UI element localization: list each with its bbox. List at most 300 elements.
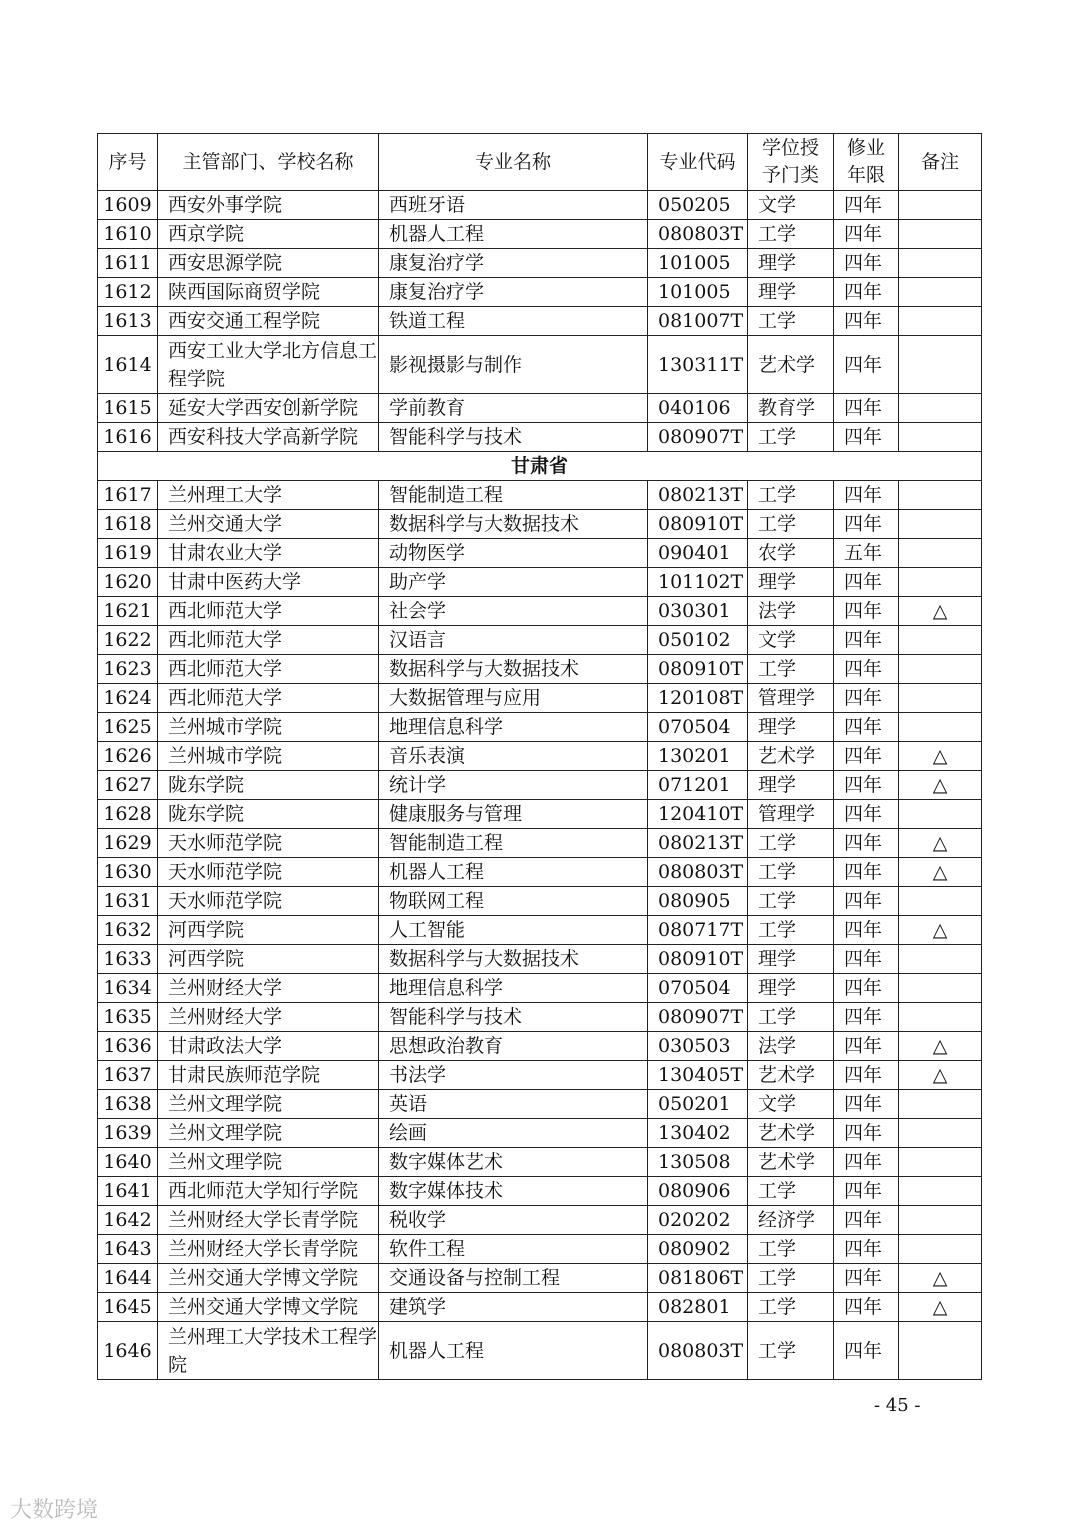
cell-major: 交通设备与控制工程 bbox=[379, 1264, 648, 1293]
table-row bbox=[98, 1264, 982, 1293]
cell-seq: 1639 bbox=[98, 1119, 158, 1148]
cell-seq: 1619 bbox=[98, 539, 158, 568]
cell-school: 西北师范大学 bbox=[158, 626, 379, 655]
cell-major: 统计学 bbox=[379, 771, 648, 800]
cell-school: 西安科技大学高新学院 bbox=[158, 423, 379, 452]
cell-school: 兰州文理学院 bbox=[158, 1090, 379, 1119]
cell-degree: 艺术学 bbox=[748, 1148, 834, 1177]
cell-degree: 工学 bbox=[748, 887, 834, 916]
cell-code: 080907T bbox=[648, 1003, 748, 1032]
header-years-line2: 年限 bbox=[846, 164, 885, 186]
cell-school: 甘肃农业大学 bbox=[158, 539, 379, 568]
cell-years: 四年 bbox=[834, 249, 899, 278]
cell-major: 汉语言 bbox=[379, 626, 648, 655]
cell-seq: 1618 bbox=[98, 510, 158, 539]
cell-code: 081806T bbox=[648, 1264, 748, 1293]
cell-degree: 艺术学 bbox=[748, 742, 834, 771]
cell-seq: 1638 bbox=[98, 1090, 158, 1119]
cell-degree: 文学 bbox=[748, 1090, 834, 1119]
cell-code: 080907T bbox=[648, 423, 748, 452]
cell-years: 四年 bbox=[834, 916, 899, 945]
page-number: - 45 - bbox=[874, 1395, 921, 1416]
cell-school: 西安交通工程学院 bbox=[158, 307, 379, 336]
header-degree-line1: 学位授 bbox=[761, 137, 819, 159]
table-row bbox=[98, 1003, 982, 1032]
cell-school: 兰州文理学院 bbox=[158, 1119, 379, 1148]
cell-major: 数字媒体技术 bbox=[379, 1177, 648, 1206]
cell-school: 西安外事学院 bbox=[158, 191, 379, 220]
cell-major: 思想政治教育 bbox=[379, 1032, 648, 1061]
table-row bbox=[98, 800, 982, 829]
cell-code: 130402 bbox=[648, 1119, 748, 1148]
cell-note bbox=[899, 626, 982, 655]
cell-seq: 1616 bbox=[98, 423, 158, 452]
cell-seq: 1621 bbox=[98, 597, 158, 626]
cell-note bbox=[899, 220, 982, 249]
cell-years: 四年 bbox=[834, 394, 899, 423]
cell-code: 080213T bbox=[648, 829, 748, 858]
cell-major: 英语 bbox=[379, 1090, 648, 1119]
cell-degree: 工学 bbox=[748, 1235, 834, 1264]
cell-note bbox=[899, 1119, 982, 1148]
header-major: 专业名称 bbox=[379, 134, 648, 191]
cell-major: 地理信息科学 bbox=[379, 974, 648, 1003]
cell-code: 071201 bbox=[648, 771, 748, 800]
cell-degree: 艺术学 bbox=[748, 1061, 834, 1090]
cell-major: 智能科学与技术 bbox=[379, 1003, 648, 1032]
cell-seq: 1644 bbox=[98, 1264, 158, 1293]
cell-note bbox=[899, 1148, 982, 1177]
cell-note bbox=[899, 278, 982, 307]
cell-seq: 1628 bbox=[98, 800, 158, 829]
cell-code: 020202 bbox=[648, 1206, 748, 1235]
cell-degree: 工学 bbox=[748, 858, 834, 887]
cell-major: 人工智能 bbox=[379, 916, 648, 945]
cell-degree: 法学 bbox=[748, 597, 834, 626]
cell-major: 大数据管理与应用 bbox=[379, 684, 648, 713]
header-degree bbox=[748, 134, 834, 191]
cell-years: 四年 bbox=[834, 1177, 899, 1206]
cell-code: 040106 bbox=[648, 394, 748, 423]
cell-major: 健康服务与管理 bbox=[379, 800, 648, 829]
cell-school: 天水师范学院 bbox=[158, 887, 379, 916]
cell-degree: 工学 bbox=[748, 655, 834, 684]
cell-code: 080910T bbox=[648, 945, 748, 974]
cell-seq: 1630 bbox=[98, 858, 158, 887]
majors-table bbox=[97, 133, 982, 1380]
cell-note bbox=[899, 394, 982, 423]
cell-seq: 1641 bbox=[98, 1177, 158, 1206]
table-row bbox=[98, 510, 982, 539]
header-years-line1: 修业 bbox=[846, 137, 885, 159]
cell-seq: 1614 bbox=[98, 336, 158, 394]
cell-degree: 理学 bbox=[748, 974, 834, 1003]
table-row bbox=[98, 220, 982, 249]
cell-years: 四年 bbox=[834, 655, 899, 684]
cell-degree: 工学 bbox=[748, 423, 834, 452]
cell-code: 070504 bbox=[648, 974, 748, 1003]
cell-major: 数据科学与大数据技术 bbox=[379, 510, 648, 539]
cell-code: 050205 bbox=[648, 191, 748, 220]
cell-school: 西北师范大学 bbox=[158, 655, 379, 684]
cell-degree: 工学 bbox=[748, 220, 834, 249]
table-row bbox=[98, 597, 982, 626]
cell-degree: 经济学 bbox=[748, 1206, 834, 1235]
watermark: 大数跨境 bbox=[10, 1498, 99, 1523]
cell-years: 四年 bbox=[834, 191, 899, 220]
cell-school: 兰州城市学院 bbox=[158, 713, 379, 742]
cell-note bbox=[899, 1206, 982, 1235]
cell-seq: 1615 bbox=[98, 394, 158, 423]
cell-code: 070504 bbox=[648, 713, 748, 742]
cell-school: 兰州交通大学博文学院 bbox=[158, 1293, 379, 1322]
cell-degree: 理学 bbox=[748, 278, 834, 307]
cell-degree: 工学 bbox=[748, 481, 834, 510]
table-row bbox=[98, 278, 982, 307]
table-row bbox=[98, 916, 982, 945]
cell-years: 四年 bbox=[834, 829, 899, 858]
cell-seq: 1627 bbox=[98, 771, 158, 800]
cell-school: 兰州财经大学长青学院 bbox=[158, 1206, 379, 1235]
cell-seq: 1623 bbox=[98, 655, 158, 684]
cell-note bbox=[899, 974, 982, 1003]
cell-code: 080910T bbox=[648, 655, 748, 684]
cell-school: 陇东学院 bbox=[158, 800, 379, 829]
table-row bbox=[98, 742, 982, 771]
cell-years: 四年 bbox=[834, 568, 899, 597]
cell-degree: 管理学 bbox=[748, 800, 834, 829]
cell-code: 080906 bbox=[648, 1177, 748, 1206]
cell-note: △ bbox=[899, 858, 982, 887]
cell-years: 四年 bbox=[834, 597, 899, 626]
cell-years: 四年 bbox=[834, 1235, 899, 1264]
cell-code: 120410T bbox=[648, 800, 748, 829]
cell-code: 130508 bbox=[648, 1148, 748, 1177]
cell-code: 050102 bbox=[648, 626, 748, 655]
cell-seq: 1625 bbox=[98, 713, 158, 742]
table-row bbox=[98, 1119, 982, 1148]
cell-school: 西安工业大学北方信息工程学院 bbox=[158, 336, 379, 394]
cell-note: △ bbox=[899, 1264, 982, 1293]
table-row bbox=[98, 829, 982, 858]
cell-major: 影视摄影与制作 bbox=[379, 336, 648, 394]
header-seq: 序号 bbox=[98, 134, 158, 191]
cell-school: 兰州理工大学技术工程学院 bbox=[158, 1322, 379, 1380]
cell-note bbox=[899, 1322, 982, 1380]
cell-degree: 法学 bbox=[748, 1032, 834, 1061]
cell-code: 080803T bbox=[648, 220, 748, 249]
cell-degree: 理学 bbox=[748, 945, 834, 974]
cell-seq: 1620 bbox=[98, 568, 158, 597]
table-row bbox=[98, 568, 982, 597]
cell-note bbox=[899, 510, 982, 539]
cell-years: 四年 bbox=[834, 1206, 899, 1235]
cell-seq: 1646 bbox=[98, 1322, 158, 1380]
cell-school: 兰州财经大学 bbox=[158, 1003, 379, 1032]
cell-major: 地理信息科学 bbox=[379, 713, 648, 742]
cell-years: 四年 bbox=[834, 423, 899, 452]
cell-note bbox=[899, 1003, 982, 1032]
cell-degree: 管理学 bbox=[748, 684, 834, 713]
cell-degree: 工学 bbox=[748, 1177, 834, 1206]
cell-degree: 农学 bbox=[748, 539, 834, 568]
cell-degree: 文学 bbox=[748, 191, 834, 220]
cell-school: 西北师范大学 bbox=[158, 597, 379, 626]
cell-school: 西北师范大学 bbox=[158, 684, 379, 713]
cell-school: 天水师范学院 bbox=[158, 858, 379, 887]
cell-school: 西北师范大学知行学院 bbox=[158, 1177, 379, 1206]
cell-seq: 1640 bbox=[98, 1148, 158, 1177]
cell-code: 090401 bbox=[648, 539, 748, 568]
cell-note bbox=[899, 713, 982, 742]
cell-note: △ bbox=[899, 742, 982, 771]
cell-school: 兰州交通大学 bbox=[158, 510, 379, 539]
cell-years: 四年 bbox=[834, 220, 899, 249]
cell-major: 智能科学与技术 bbox=[379, 423, 648, 452]
cell-degree: 艺术学 bbox=[748, 1119, 834, 1148]
cell-degree: 文学 bbox=[748, 626, 834, 655]
cell-years: 四年 bbox=[834, 742, 899, 771]
cell-note bbox=[899, 887, 982, 916]
cell-degree: 工学 bbox=[748, 307, 834, 336]
table-row bbox=[98, 858, 982, 887]
cell-major: 数据科学与大数据技术 bbox=[379, 655, 648, 684]
cell-years: 四年 bbox=[834, 684, 899, 713]
cell-note bbox=[899, 191, 982, 220]
cell-school: 甘肃政法大学 bbox=[158, 1032, 379, 1061]
cell-code: 050201 bbox=[648, 1090, 748, 1119]
cell-major: 数字媒体艺术 bbox=[379, 1148, 648, 1177]
cell-years: 四年 bbox=[834, 1322, 899, 1380]
table-row bbox=[98, 945, 982, 974]
table-row bbox=[98, 191, 982, 220]
cell-school: 陕西国际商贸学院 bbox=[158, 278, 379, 307]
table-row bbox=[98, 336, 982, 394]
cell-seq: 1617 bbox=[98, 481, 158, 510]
cell-major: 助产学 bbox=[379, 568, 648, 597]
cell-major: 康复治疗学 bbox=[379, 249, 648, 278]
cell-years: 四年 bbox=[834, 800, 899, 829]
cell-code: 082801 bbox=[648, 1293, 748, 1322]
cell-seq: 1642 bbox=[98, 1206, 158, 1235]
cell-years: 四年 bbox=[834, 1061, 899, 1090]
cell-note bbox=[899, 684, 982, 713]
cell-seq: 1636 bbox=[98, 1032, 158, 1061]
cell-code: 130405T bbox=[648, 1061, 748, 1090]
cell-code: 080803T bbox=[648, 858, 748, 887]
cell-degree: 工学 bbox=[748, 1322, 834, 1380]
cell-degree: 工学 bbox=[748, 829, 834, 858]
cell-code: 080910T bbox=[648, 510, 748, 539]
cell-note bbox=[899, 1090, 982, 1119]
cell-code: 081007T bbox=[648, 307, 748, 336]
cell-code: 030301 bbox=[648, 597, 748, 626]
header-code: 专业代码 bbox=[648, 134, 748, 191]
cell-school: 甘肃民族师范学院 bbox=[158, 1061, 379, 1090]
cell-seq: 1609 bbox=[98, 191, 158, 220]
cell-seq: 1626 bbox=[98, 742, 158, 771]
cell-seq: 1631 bbox=[98, 887, 158, 916]
cell-years: 四年 bbox=[834, 1090, 899, 1119]
cell-code: 101005 bbox=[648, 249, 748, 278]
cell-note bbox=[899, 539, 982, 568]
header-degree-line2: 予门类 bbox=[761, 164, 819, 186]
province-row bbox=[98, 452, 982, 481]
cell-school: 兰州财经大学长青学院 bbox=[158, 1235, 379, 1264]
cell-years: 四年 bbox=[834, 626, 899, 655]
cell-note: △ bbox=[899, 916, 982, 945]
cell-degree: 工学 bbox=[748, 916, 834, 945]
cell-note bbox=[899, 481, 982, 510]
cell-code: 101005 bbox=[648, 278, 748, 307]
cell-seq: 1632 bbox=[98, 916, 158, 945]
table-row bbox=[98, 771, 982, 800]
cell-years: 四年 bbox=[834, 1003, 899, 1032]
cell-note bbox=[899, 568, 982, 597]
cell-note bbox=[899, 1235, 982, 1264]
cell-degree: 工学 bbox=[748, 1003, 834, 1032]
cell-code: 130201 bbox=[648, 742, 748, 771]
table-row bbox=[98, 1177, 982, 1206]
cell-years: 四年 bbox=[834, 1148, 899, 1177]
cell-note: △ bbox=[899, 1061, 982, 1090]
cell-seq: 1637 bbox=[98, 1061, 158, 1090]
cell-major: 西班牙语 bbox=[379, 191, 648, 220]
table-row bbox=[98, 481, 982, 510]
table-row bbox=[98, 655, 982, 684]
table-row bbox=[98, 713, 982, 742]
cell-code: 080213T bbox=[648, 481, 748, 510]
cell-code: 080905 bbox=[648, 887, 748, 916]
cell-years: 四年 bbox=[834, 336, 899, 394]
cell-years: 四年 bbox=[834, 771, 899, 800]
cell-school: 河西学院 bbox=[158, 945, 379, 974]
province-heading: 甘肃省 bbox=[98, 452, 982, 481]
cell-years: 四年 bbox=[834, 945, 899, 974]
cell-school: 西京学院 bbox=[158, 220, 379, 249]
cell-major: 书法学 bbox=[379, 1061, 648, 1090]
cell-major: 动物医学 bbox=[379, 539, 648, 568]
cell-seq: 1624 bbox=[98, 684, 158, 713]
cell-years: 四年 bbox=[834, 713, 899, 742]
cell-major: 软件工程 bbox=[379, 1235, 648, 1264]
table-row bbox=[98, 423, 982, 452]
cell-major: 铁道工程 bbox=[379, 307, 648, 336]
cell-major: 物联网工程 bbox=[379, 887, 648, 916]
cell-major: 数据科学与大数据技术 bbox=[379, 945, 648, 974]
cell-note bbox=[899, 336, 982, 394]
cell-school: 兰州财经大学 bbox=[158, 974, 379, 1003]
cell-major: 绘画 bbox=[379, 1119, 648, 1148]
cell-major: 建筑学 bbox=[379, 1293, 648, 1322]
cell-years: 四年 bbox=[834, 278, 899, 307]
table-row bbox=[98, 684, 982, 713]
cell-seq: 1643 bbox=[98, 1235, 158, 1264]
cell-major: 智能制造工程 bbox=[379, 829, 648, 858]
cell-school: 河西学院 bbox=[158, 916, 379, 945]
cell-years: 四年 bbox=[834, 1119, 899, 1148]
cell-degree: 工学 bbox=[748, 1293, 834, 1322]
table-row bbox=[98, 1032, 982, 1061]
cell-seq: 1635 bbox=[98, 1003, 158, 1032]
table-row bbox=[98, 249, 982, 278]
table-row bbox=[98, 887, 982, 916]
cell-major: 智能制造工程 bbox=[379, 481, 648, 510]
cell-school: 甘肃中医药大学 bbox=[158, 568, 379, 597]
table-row bbox=[98, 1061, 982, 1090]
cell-degree: 艺术学 bbox=[748, 336, 834, 394]
cell-major: 机器人工程 bbox=[379, 1322, 648, 1380]
cell-code: 030503 bbox=[648, 1032, 748, 1061]
cell-school: 兰州城市学院 bbox=[158, 742, 379, 771]
cell-code: 101102T bbox=[648, 568, 748, 597]
cell-seq: 1611 bbox=[98, 249, 158, 278]
cell-degree: 理学 bbox=[748, 771, 834, 800]
cell-note: △ bbox=[899, 771, 982, 800]
cell-degree: 教育学 bbox=[748, 394, 834, 423]
cell-school: 天水师范学院 bbox=[158, 829, 379, 858]
cell-note bbox=[899, 423, 982, 452]
cell-degree: 理学 bbox=[748, 713, 834, 742]
header-school: 主管部门、学校名称 bbox=[158, 134, 379, 191]
header-row bbox=[98, 134, 982, 191]
cell-note bbox=[899, 655, 982, 684]
cell-note bbox=[899, 945, 982, 974]
cell-school: 延安大学西安创新学院 bbox=[158, 394, 379, 423]
cell-school: 兰州文理学院 bbox=[158, 1148, 379, 1177]
cell-major: 社会学 bbox=[379, 597, 648, 626]
table-row bbox=[98, 394, 982, 423]
cell-code: 120108T bbox=[648, 684, 748, 713]
cell-years: 四年 bbox=[834, 887, 899, 916]
cell-major: 机器人工程 bbox=[379, 858, 648, 887]
cell-seq: 1629 bbox=[98, 829, 158, 858]
cell-note: △ bbox=[899, 1032, 982, 1061]
cell-years: 四年 bbox=[834, 1264, 899, 1293]
table-row bbox=[98, 1293, 982, 1322]
cell-years: 四年 bbox=[834, 307, 899, 336]
cell-note: △ bbox=[899, 597, 982, 626]
table-row bbox=[98, 626, 982, 655]
table-row bbox=[98, 1206, 982, 1235]
cell-years: 四年 bbox=[834, 974, 899, 1003]
cell-note bbox=[899, 249, 982, 278]
table-row bbox=[98, 1148, 982, 1177]
cell-seq: 1612 bbox=[98, 278, 158, 307]
cell-code: 130311T bbox=[648, 336, 748, 394]
table-row bbox=[98, 1235, 982, 1264]
cell-school: 兰州交通大学博文学院 bbox=[158, 1264, 379, 1293]
table-row bbox=[98, 307, 982, 336]
cell-seq: 1613 bbox=[98, 307, 158, 336]
cell-major: 康复治疗学 bbox=[379, 278, 648, 307]
cell-seq: 1645 bbox=[98, 1293, 158, 1322]
table-row bbox=[98, 1090, 982, 1119]
table-row bbox=[98, 974, 982, 1003]
cell-code: 080902 bbox=[648, 1235, 748, 1264]
cell-major: 税收学 bbox=[379, 1206, 648, 1235]
cell-school: 西安思源学院 bbox=[158, 249, 379, 278]
cell-note bbox=[899, 800, 982, 829]
cell-years: 四年 bbox=[834, 1293, 899, 1322]
cell-years: 四年 bbox=[834, 858, 899, 887]
cell-school: 兰州理工大学 bbox=[158, 481, 379, 510]
cell-degree: 工学 bbox=[748, 510, 834, 539]
cell-degree: 理学 bbox=[748, 249, 834, 278]
cell-degree: 工学 bbox=[748, 1264, 834, 1293]
cell-years: 五年 bbox=[834, 539, 899, 568]
cell-years: 四年 bbox=[834, 481, 899, 510]
